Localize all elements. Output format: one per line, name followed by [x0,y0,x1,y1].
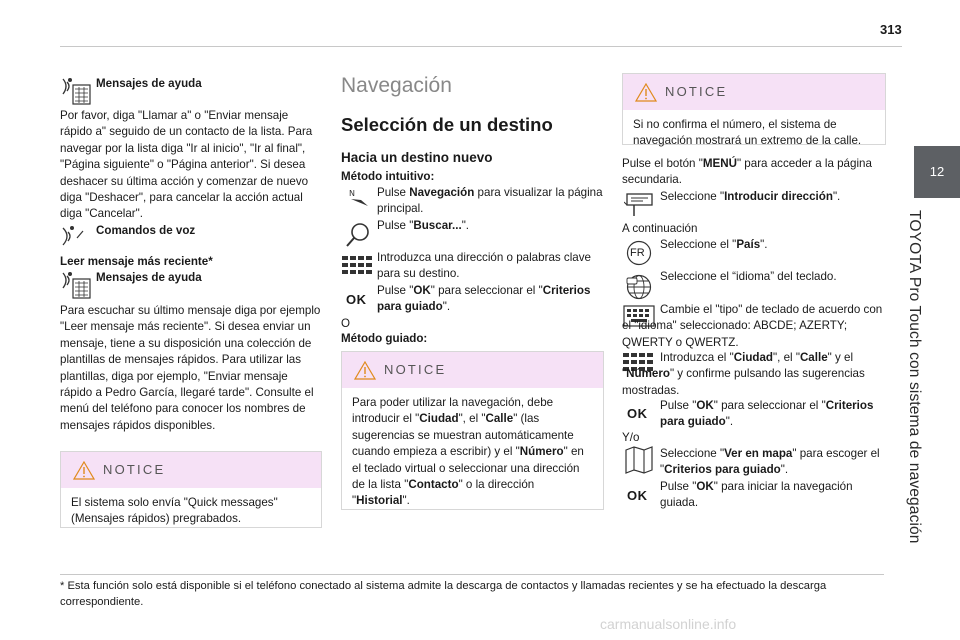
notice-box-col3 [622,73,886,148]
voice-help-icon-2 [60,270,92,300]
notice-header [342,352,603,388]
step-idioma: Seleccione el “idioma” del teclado. [660,270,837,283]
navigation-icon [347,188,371,210]
warning-icon [635,83,657,102]
notice-label: NOTICE [384,362,447,377]
help-text-2: Para escuchar su último mensaje diga por ejemplo "Leer mensaje más reciente". Si desea enviar un mensaje, tiene a su disposición una colección de plantillas de mensajes rápidos. Para utilizar las plantillas, diga por ejemplo, "Enviar mensaje rápido a Pedro García, llegaré tarde". Consulte el menú del teléfono para conocer los nombres de mensajes rápidos disponibles. [60,304,321,432]
voice-help-icon [60,76,92,106]
section-subheading: Selección de un destino [341,114,553,135]
voice-commands-title: Comandos de voz [96,224,196,237]
step-ver-en-mapa: Seleccione "Ver en mapa" para escoger el "Criterios para guiado". [660,447,880,477]
notice-box-col1 [60,451,322,528]
footnote: * Esta función solo está disponible si el teléfono conectado al sistema admite la descarga de contactos y llamadas recientes y se ha efectuado la descarga correspondiente. [60,580,827,608]
step-pais: Seleccione el "País". [660,238,768,251]
country-code-label: FR [630,247,645,259]
ok-icon: OK [627,406,648,421]
voice-command-icon [60,223,92,249]
chapter-title: TOYOTA Pro Touch con sistema de navegación [906,210,923,544]
chapter-title-vertical [877,210,937,570]
help-text-1: Por favor, diga "Llamar a" o "Enviar mensaje rápido a" seguido de un contacto de la lista. Para navegar por la lista diga "Ir al inicio", "Ir al final", "Página siguiente" o "Página anterior". Si desea deshacer su última acción y comenzar de nuevo diga "Deshacer", para cancelar la acción actual diga "Cancelar". [60,109,313,221]
step-teclado: Cambie el "tipo" de teclado de acuerdo con el "idioma" seleccionado: ABCDE; AZERTY; QWERTY o QWERTZ. [622,303,883,349]
notice-text: Si no confirma el número, el sistema de navegación mostrará un extremo de la calle. [633,118,862,148]
footnote-rule [60,574,884,575]
then-label: A continuación [622,222,698,235]
page-number: 313 [880,22,902,37]
section-heading: Navegación [341,74,452,97]
warning-icon [354,361,376,380]
step-iniciar-navegacion: Pulse "OK" para iniciar la navegación guiada. [660,480,853,510]
header-rule [60,46,902,47]
method-intuitive-label: Método intuitivo: [341,170,435,183]
step-navegacion: Pulse Navegación para visualizar la página principal. [377,186,603,216]
help-title-2: Mensajes de ayuda [96,271,202,284]
notice-header [61,452,321,488]
step-introduzca: Introduzca una dirección o palabras clave para su destino. [377,251,591,281]
watermark: carmanualsonline.info [600,616,737,632]
step-menu: Pulse el botón "MENÚ" para acceder a la página secundaria. [622,157,872,187]
notice-text: El sistema solo envía "Quick messages" (Mensajes rápidos) pregrabados. [71,496,278,526]
step-introducir-direccion: Seleccione "Introducir dirección". [660,190,841,203]
address-sign-icon [624,192,654,218]
or-separator: O [341,317,351,330]
step-ciudad-calle: Introduzca el "Ciudad", el "Calle" y el "Número" y confirme pulsando las sugerencias mostradas. [622,351,865,397]
help-title-1: Mensajes de ayuda [96,77,202,90]
notice-text: Para poder utilizar la navegación, debe introducir el "Ciudad", el "Calle" (las sugerencias se muestran automáticamente cuando empieza a escribir) y el "Número" en el teclado virtual o seleccionar una dirección de la lista "Contacto" o la dirección "Historial". [352,396,584,508]
subsection-title: Hacia un destino nuevo [341,150,493,165]
notice-label: NOTICE [103,462,166,477]
and-or-label: Y/o [622,431,640,444]
notice-label: NOTICE [665,84,728,99]
step-ok: Pulse "OK" para seleccionar el "Criterios para guiado". [377,284,591,314]
notice-header [623,74,885,110]
step-ok-criterios: Pulse "OK" para seleccionar el "Criterios para guiado". [660,399,874,429]
keyboard-language-icon [624,273,654,301]
method-guided-label: Método guiado: [341,332,428,345]
warning-icon [73,461,95,480]
ok-icon: OK [346,292,367,307]
keyboard-grid-icon [342,256,372,276]
search-icon [345,222,371,248]
notice-box-col2 [341,351,604,510]
step-buscar: Pulse "Buscar...". [377,219,470,232]
map-icon [624,446,654,474]
ok-icon: OK [627,488,648,503]
read-message-title: Leer mensaje más reciente* [60,255,213,268]
chapter-tab[interactable]: 12 [914,146,960,198]
svg-text:N: N [349,189,355,198]
